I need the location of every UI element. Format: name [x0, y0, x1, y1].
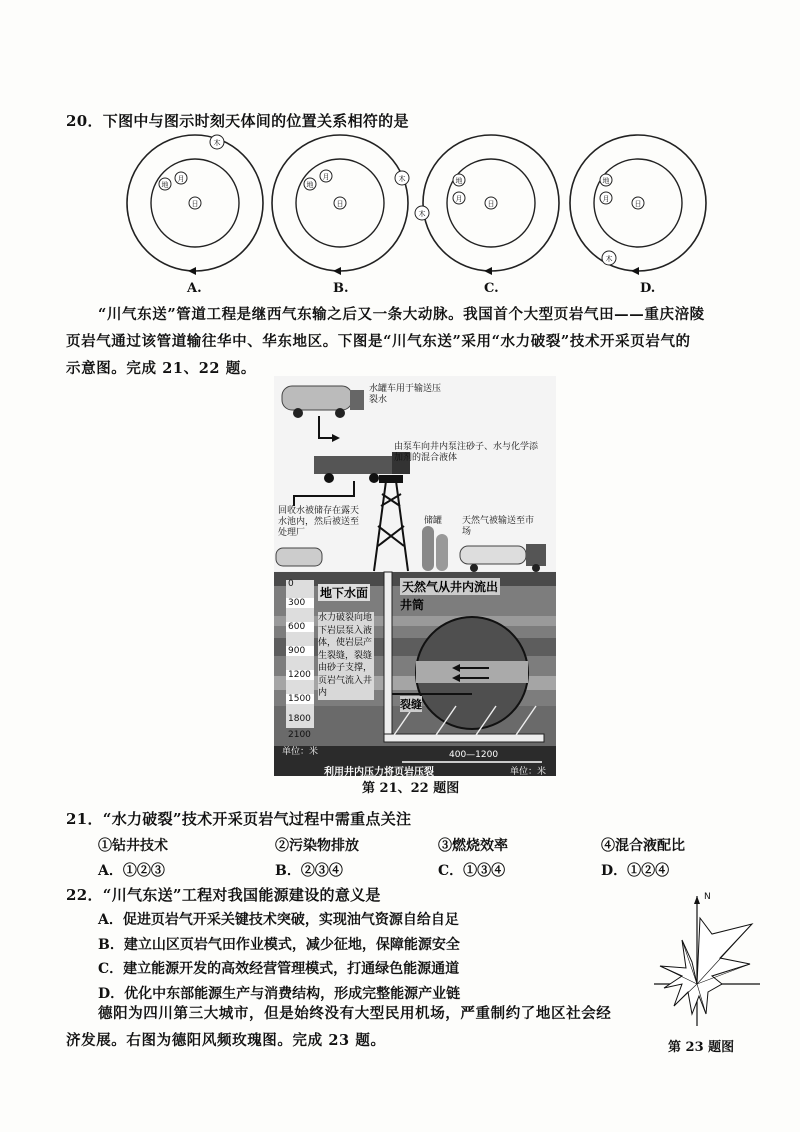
intro1-line3: 示意图。完成 21、22 题。 — [66, 360, 256, 377]
depth-1200: 1200 — [288, 670, 311, 680]
depth-2100: 2100 — [288, 730, 311, 740]
depth-1500: 1500 — [288, 694, 311, 704]
crack-label: 裂缝 — [400, 698, 422, 711]
q21-item-2: ②污染物排放 — [275, 838, 359, 854]
depth-300: 300 — [288, 598, 306, 608]
q21-option-d[interactable]: D．①②④ — [601, 863, 670, 879]
q22-option-d[interactable]: D．优化中东部能源生产与消费结构，形成完整能源产业链 — [98, 986, 461, 1002]
q21-item-1: ①钻井技术 — [98, 838, 168, 854]
q21-item-4: ④混合液配比 — [601, 838, 685, 854]
frac-note: 水力破裂向地下岩层泵入液体，使岩层产生裂缝，裂缝由砂子支撑，页岩气流入井内 — [318, 613, 373, 698]
q21-stem: 21．“水力破裂”技术开采页岩气过程中需重点关注 — [66, 810, 412, 828]
q20-orbit-figures — [120, 128, 730, 283]
option-c-label: C. — [484, 281, 499, 296]
groundwater-label: 地下水面 — [320, 586, 369, 600]
q21-option-c[interactable]: C．①③④ — [438, 863, 506, 879]
option-d-label: D. — [640, 281, 656, 296]
sun-label: 日 — [191, 200, 199, 208]
distance-range: 400—1200 — [449, 750, 499, 760]
svg-text:月: 月 — [602, 195, 610, 203]
intro1-line2: 页岩气通过该管道输往华中、华东地区。下图是“川气东送”采用“水力破裂”技术开采页岩气的 — [66, 333, 691, 350]
truck-note: 水罐车用于输送压裂水 — [369, 384, 442, 405]
planet-label: 木 — [213, 139, 221, 147]
svg-text:地: 地 — [306, 181, 314, 189]
gas-note: 天然气被输送至市场 — [462, 516, 535, 537]
q22-option-c[interactable]: C．建立能源开发的高效经营管理模式，打通绿色能源通道 — [98, 961, 460, 977]
wind-rose-shape — [660, 918, 752, 1014]
orbit-diagram-a — [127, 135, 263, 275]
pump-note: 由泵车向井内泵注砂子、水与化学添加剂的混合液体 — [394, 442, 539, 463]
figure-caption: 第 21、22 题图 — [362, 781, 460, 796]
unit-right: 单位：米 — [510, 767, 547, 776]
wellbore-label: 井筒 — [400, 598, 425, 612]
svg-text:日: 日 — [336, 200, 344, 208]
option-b-label: B. — [333, 281, 349, 296]
rose-caption: 第 23 题图 — [668, 1040, 735, 1055]
q22-stem: 22．“川气东送”工程对我国能源建设的意义是 — [66, 886, 381, 904]
svg-text:木: 木 — [418, 210, 426, 218]
option-a-label: A. — [187, 281, 202, 296]
orbit-diagram-d — [570, 135, 706, 275]
bottom-caption: 利用井内压力将页岩压裂 — [324, 767, 434, 776]
q21-item-3: ③燃烧效率 — [438, 838, 508, 854]
svg-text:木: 木 — [605, 255, 613, 263]
unit-left: 单位：米 — [282, 747, 319, 757]
recycle-note: 回收水被储存在露天水池内，然后被送至处理厂 — [278, 506, 362, 539]
q21-option-a[interactable]: A．①②③ — [98, 863, 165, 879]
svg-text:木: 木 — [398, 175, 406, 183]
svg-text:地: 地 — [455, 177, 463, 185]
svg-text:日: 日 — [634, 200, 642, 208]
moon-label: 月 — [177, 175, 185, 183]
q21-option-b[interactable]: B．②③④ — [275, 863, 343, 879]
depth-0: 0 — [288, 579, 294, 589]
depth-600: 600 — [288, 622, 306, 632]
tank-label: 储罐 — [424, 516, 443, 526]
fracking-figure — [274, 376, 556, 776]
svg-text:月: 月 — [455, 195, 463, 203]
gas-flow-label: 天然气从井内流出 — [402, 580, 499, 594]
intro1-line1: “川气东送”管道工程是继西气东输之后又一条大动脉。我国首个大型页岩气田——重庆涪陵 — [98, 306, 705, 323]
depth-900: 900 — [288, 646, 306, 656]
q22-option-a[interactable]: A．促进页岩气开采关键技术突破，实现油气资源自给自足 — [98, 912, 459, 928]
orbit-diagram-b — [272, 135, 409, 275]
svg-text:地: 地 — [602, 177, 610, 185]
north-label: N — [704, 892, 711, 902]
q20-stem: 20．下图中与图示时刻天体间的位置关系相符的是 — [66, 112, 409, 130]
earth-label: 地 — [161, 181, 169, 189]
depth-1800: 1800 — [288, 714, 311, 724]
svg-text:月: 月 — [322, 173, 330, 181]
orbit-diagram-c — [415, 135, 559, 275]
svg-text:日: 日 — [487, 200, 495, 208]
intro2-line2: 济发展。右图为德阳风频玫瑰图。完成 23 题。 — [66, 1032, 386, 1049]
intro2-line1: 德阳为四川第三大城市，但是始终没有大型民用机场，严重制约了地区社会经 — [98, 1005, 612, 1022]
wind-rose-figure — [652, 888, 762, 1030]
q22-option-b[interactable]: B．建立山区页岩气田作业模式，减少征地，保障能源安全 — [98, 937, 460, 953]
